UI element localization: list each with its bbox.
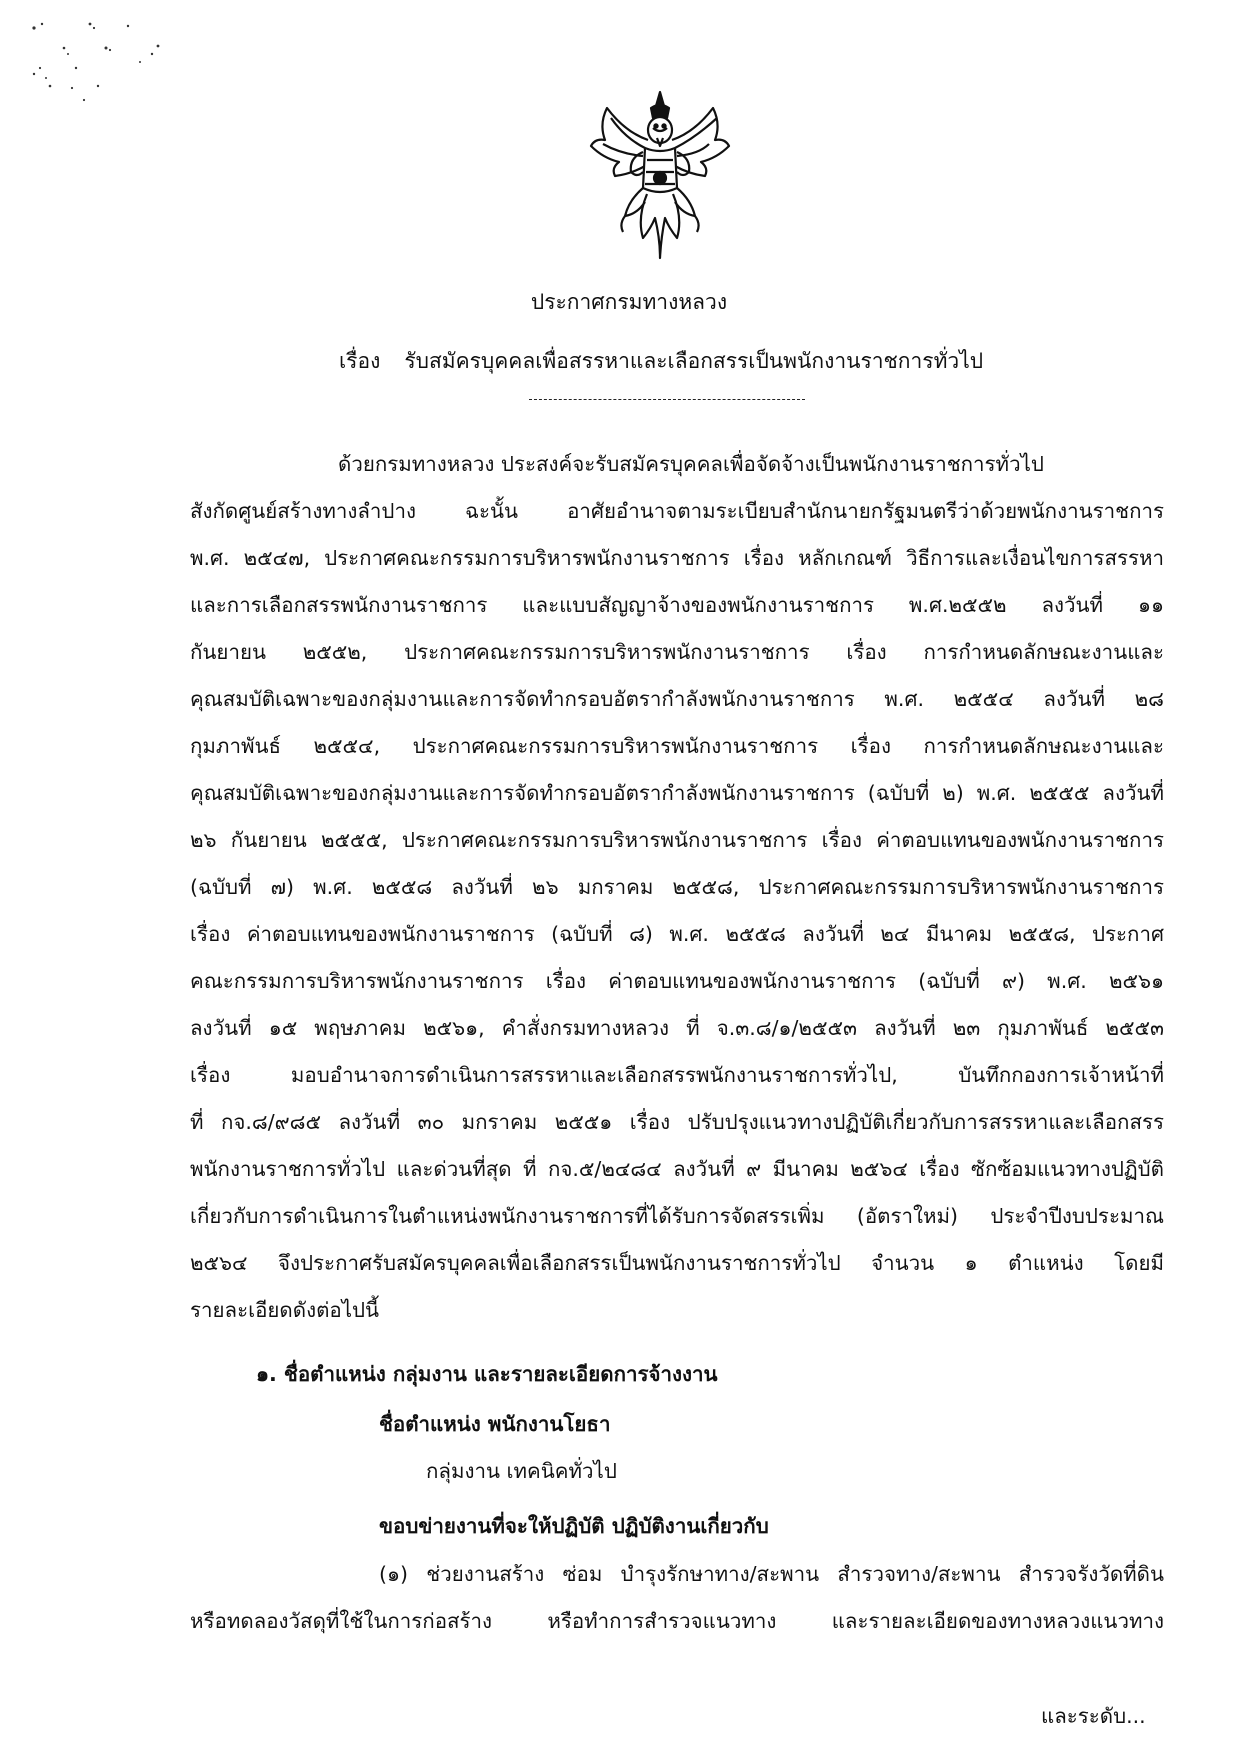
position-name: ชื่อตำแหน่ง พนักงานโยธา (379, 1412, 611, 1436)
body-line-14: เรื่อง มอบอำนาจการดำเนินการสรรหาและเลือกสรรพนักงานราชการทั่วไป, บันทึกกองการเจ้าหน้าที่ (190, 1063, 1164, 1087)
subject-text: รับสมัครบุคคลเพื่อสรรหาและเลือกสรรเป็นพนักงานราชการทั่วไป (404, 349, 984, 373)
section-heading: ๑. ชื่อตำแหน่ง กลุ่มงาน และรายละเอียดการจ้างงาน (256, 1362, 718, 1386)
work-group: กลุ่มงาน เทคนิคทั่วไป (426, 1459, 617, 1483)
body-line-4: และการเลือกสรรพนักงานราชการ และแบบสัญญาจ้างของพนักงานราชการ พ.ศ.๒๕๕๒ ลงวันที่ ๑๑ (190, 593, 1164, 617)
body-line-6: คุณสมบัติเฉพาะของกลุ่มงานและการจัดทำกรอบอัตรากำลังพนักงานราชการ พ.ศ. ๒๕๕๔ ลงวันที่ ๒๘ (190, 687, 1164, 711)
subject-line (339, 345, 983, 378)
announcement-title: ประกาศกรมทางหลวง (530, 290, 728, 314)
body-line-5: กันยายน ๒๕๕๒, ประกาศคณะกรรมการบริหารพนักงานราชการ เรื่อง การกำหนดลักษณะงานและ (190, 640, 1164, 664)
body-line-10: (ฉบับที่ ๗) พ.ศ. ๒๕๕๘ ลงวันที่ ๒๖ มกราคม ๒๕๕๘, ประกาศคณะกรรมการบริหารพนักงานราชการ (190, 875, 1164, 899)
body-line-3: พ.ศ. ๒๕๔๗, ประกาศคณะกรรมการบริหารพนักงานราชการ เรื่อง หลักเกณฑ์ วิธีการและเงื่อนไขการสรรหา (190, 546, 1164, 570)
scope-item-1-line-2: หรือทดลองวัสดุที่ใช้ในการก่อสร้าง หรือทำการสำรวจแนวทาง และรายละเอียดของทางหลวงแนวทาง (190, 1609, 1164, 1633)
body-line-8: คุณสมบัติเฉพาะของกลุ่มงานและการจัดทำกรอบอัตรากำลังพนักงานราชการ (ฉบับที่ ๒) พ.ศ. ๒๕๕๕ ลงวันที่ (190, 781, 1164, 805)
body-line-16: พนักงานราชการทั่วไป และด่วนที่สุด ที่ กจ.๕/๒๔๘๔ ลงวันที่ ๙ มีนาคม ๒๕๖๔ เรื่อง ซักซ้อมแนวทางปฏิบัติ (190, 1157, 1164, 1181)
body-line-12: คณะกรรมการบริหารพนักงานราชการ เรื่อง ค่าตอบแทนของพนักงานราชการ (ฉบับที่ ๙) พ.ศ. ๒๕๖๑ (190, 969, 1164, 993)
continuation-marker: และระดับ... (1041, 1704, 1146, 1728)
subject-label: เรื่อง (339, 349, 381, 373)
dashed-divider (529, 399, 805, 400)
body-line-18: ๒๕๖๔ จึงประกาศรับสมัครบุคคลเพื่อเลือกสรรเป็นพนักงานราชการทั่วไป จำนวน ๑ ตำแหน่ง โดยมี (190, 1251, 1164, 1275)
body-line-2: สังกัดศูนย์สร้างทางลำปาง ฉะนั้น อาศัยอำนาจตามระเบียบสำนักนายกรัฐมนตรีว่าด้วยพนักงานราชการ (190, 499, 1164, 523)
scope-heading: ขอบข่ายงานที่จะให้ปฏิบัติ ปฏิบัติงานเกี่ยวกับ (379, 1514, 769, 1538)
body-line-17: เกี่ยวกับการดำเนินการในตำแหน่งพนักงานราชการที่ได้รับการจัดสรรเพิ่ม (อัตราใหม่) ประจำปีงบประมาณ (190, 1204, 1164, 1228)
scope-item-1-line-1: (๑) ช่วยงานสร้าง ซ่อม บำรุงรักษาทาง/สะพาน สำรวจทาง/สะพาน สำรวจรังวัดที่ดิน (379, 1562, 1164, 1586)
body-line-9: ๒๖ กันยายน ๒๕๕๕, ประกาศคณะกรรมการบริหารพนักงานราชการ เรื่อง ค่าตอบแทนของพนักงานราชการ (190, 828, 1164, 852)
body-line-1: ด้วยกรมทางหลวง ประสงค์จะรับสมัครบุคคลเพื่อจัดจ้างเป็นพนักงานราชการทั่วไป (338, 452, 1044, 476)
body-line-13: ลงวันที่ ๑๕ พฤษภาคม ๒๕๖๑, คำสั่งกรมทางหลวง ที่ จ.๓.๘/๑/๒๕๕๓ ลงวันที่ ๒๓ กุมภาพันธ์ ๒๕๕๓ (190, 1016, 1164, 1040)
body-line-19: รายละเอียดดังต่อไปนี้ (190, 1298, 380, 1322)
body-line-11: เรื่อง ค่าตอบแทนของพนักงานราชการ (ฉบับที่ ๘) พ.ศ. ๒๕๕๘ ลงวันที่ ๒๔ มีนาคม ๒๕๕๘, ประกาศ (190, 922, 1164, 946)
body-line-15: ที่ กจ.๘/๙๘๕ ลงวันที่ ๓๐ มกราคม ๒๕๕๑ เรื่อง ปรับปรุงแนวทางปฏิบัติเกี่ยวกับการสรรหาและเลือกสรร (190, 1110, 1164, 1134)
garuda-emblem-icon (585, 88, 735, 263)
body-line-7: กุมภาพันธ์ ๒๕๕๔, ประกาศคณะกรรมการบริหารพนักงานราชการ เรื่อง การกำหนดลักษณะงานและ (190, 734, 1164, 758)
scan-specks (28, 18, 188, 118)
